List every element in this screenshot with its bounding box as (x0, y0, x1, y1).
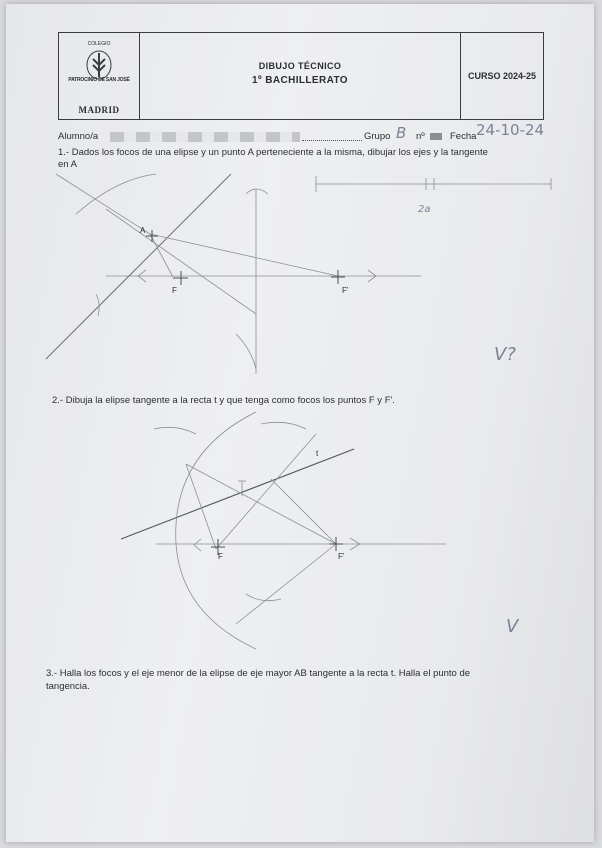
number-label: nº (416, 131, 425, 142)
ex1-label-f: F (172, 286, 177, 295)
exercise-2-text: 2.- Dibuja la elipse tangente a la recta t y que tenga como focos los puntos F y F'. (52, 395, 395, 406)
college-label: COLEGIO (87, 41, 111, 47)
exercise-1-text-cont: en A (58, 159, 78, 170)
ex1-grade-mark: V? (494, 344, 516, 365)
ex1-bisector (106, 209, 256, 314)
ex2-grade-mark: V (506, 616, 519, 637)
ex1-label-f2: F' (342, 286, 349, 295)
exam-sheet (6, 4, 594, 842)
ex1-arc-4 (96, 294, 99, 316)
city-label: MADRID (78, 105, 120, 115)
construction-drawings (6, 4, 594, 842)
ex2-ray-5 (271, 479, 336, 544)
ex2-ray-4 (236, 544, 336, 624)
ex1-label-a: A (140, 226, 146, 235)
ex2-arc-3 (246, 594, 281, 601)
ex2-label-f: F (218, 552, 223, 561)
ex2-arc-1 (154, 427, 196, 434)
date-value: 24-10-24 (476, 121, 545, 139)
exercise-3-text: 3.- Halla los focos y el eje menor de la elipse de eje mayor AB tangente a la recta t. Halla el punto de (46, 668, 471, 679)
ex1-focus-f-cross (174, 271, 188, 285)
ex2-marker-left (194, 539, 201, 551)
student-name-label: Alumno/a (58, 131, 99, 142)
ex2-label-f2: F' (338, 552, 345, 561)
ex2-ray-1 (186, 464, 336, 544)
level-title: 1º BACHILLERATO (252, 75, 348, 86)
ex2-arc-2 (261, 422, 306, 429)
ex1-focus-f2-cross (331, 270, 345, 284)
ex1-ray-af (150, 234, 174, 279)
group-value: B (396, 124, 407, 142)
ex2-ray-3 (216, 434, 319, 549)
subject-title: DIBUJO TÉCNICO (258, 61, 342, 71)
ex1-annotation: 2a (418, 204, 431, 215)
date-label: Fecha (450, 131, 477, 142)
ex2-label-t: t (316, 449, 319, 458)
ex2-tangent-line (121, 449, 354, 539)
exercise-1-text: 1.- Dados los focos de una elipse y un punto A perteneciente a la misma, dibujar los ejes y la tangente (58, 147, 488, 158)
ex1-point-a-cross (146, 230, 158, 242)
ex1-ray-af2 (150, 234, 338, 276)
ex1-arc-2 (236, 334, 256, 369)
exercise-3-text-cont: tangencia. (46, 681, 90, 692)
ex1-arc-3 (246, 189, 268, 194)
logo-text: PATROCINIO DE SAN JOSÉ (68, 77, 130, 83)
ex1-ray-extension (56, 174, 150, 234)
ex2-ray-2 (186, 464, 216, 549)
ex2-big-arc (176, 412, 256, 649)
ex1-tangent-line (46, 174, 231, 359)
group-label: Grupo (364, 131, 391, 142)
course-label: CURSO 2024-25 (467, 71, 537, 81)
